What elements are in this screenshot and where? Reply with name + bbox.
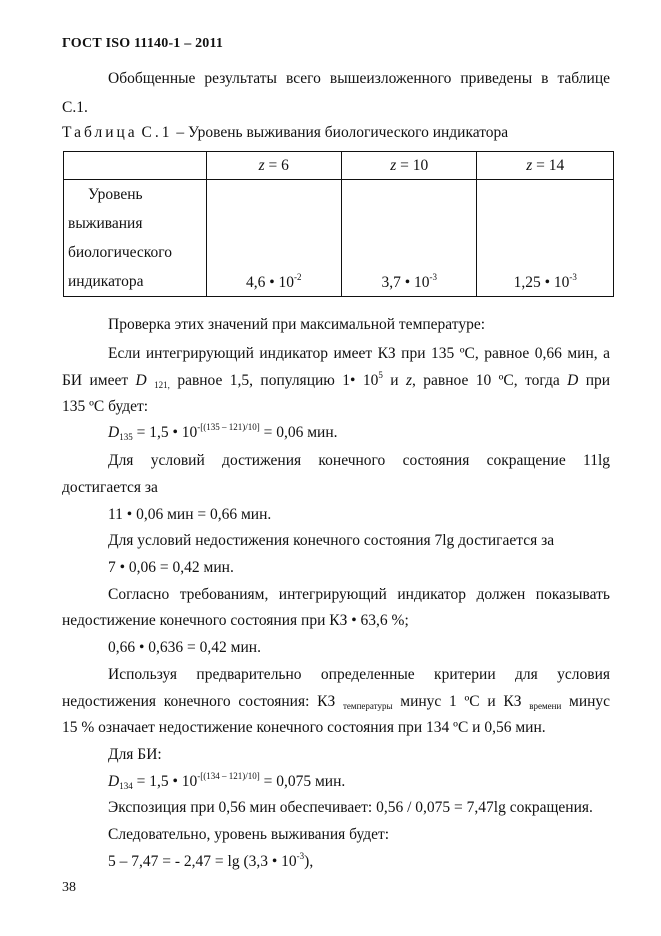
table-caption-title: – Уровень выживания биологического индикатора [176, 124, 509, 141]
table-header-z14: z = 14 [477, 152, 614, 180]
table-row [64, 180, 614, 297]
intro-paragraph-line-1: Обобщенные результаты всего вышеизложенного приведены в таблице [108, 70, 610, 87]
paragraph-criteria-line-1: Используя предварительно определенные критерии для условия [108, 666, 610, 683]
table-caption-label: Таблица [62, 124, 138, 141]
paragraph-endpoint-line-2: достигается за [62, 479, 158, 496]
table-cell-value-z6: 4,6 • $10^{-2}$ [206, 180, 341, 297]
table-cell-value-z10: 3,7 • $10^{-3}$ [342, 180, 477, 297]
table-row-label: Уровень выживания биологического индикатора [64, 180, 207, 297]
paragraph-requirements-line-2: недостижение конечного состояния при КЗ • 63,6 %; [62, 612, 409, 629]
paragraph-verification: Проверка этих значений при максимальной температуре: [108, 316, 486, 333]
document-code-header: ГОСТ ISO 11140-1 – 2011 [62, 36, 224, 51]
paragraph-for-bi: Для БИ: [108, 746, 162, 763]
table-caption [62, 124, 508, 142]
formula-d134: $D_{134} = 1,5$ • $10^{-[(134 - 121)/10]} = 0,075$ мин. [108, 771, 346, 791]
formula-log-result: 5 – 7,47 = - 2,47 = lg (3,3 • $10^{-3}$), [108, 851, 314, 870]
paragraph-integrating-indicator-line-3: 135 ºС будет: [62, 398, 149, 415]
paragraph-requirements-line-1: Согласно требованиям, интегрирующий индикатор должен показывать [108, 586, 610, 603]
paragraph-criteria-line-3: 15 % означает недостижение конечного состояния при 134 ºС и 0,56 мин. [62, 719, 546, 736]
paragraph-integrating-indicator-line-2: БИ имеет D $_{121,}$ равное 1,5, популяцию 1• $10^5$ и z, равное 10 ºС, тогда D при [62, 370, 611, 390]
survival-level-table [63, 151, 614, 297]
formula-d135: $D_{135} = 1,5$ • $10^{-[(135 - 121)/10]} = 0,06$ мин. [108, 422, 338, 442]
table-cell-value-z14: 1,25 • $10^{-3}$ [477, 180, 614, 297]
paragraph-non-endpoint: Для условий недостижения конечного состояния 7lg достигается за [108, 532, 555, 549]
formula-11-times: 11 • 0,06 мин = 0,66 мин. [108, 506, 272, 523]
page-number: 38 [62, 880, 76, 895]
paragraph-endpoint-line-1: Для условий достижения конечного состояния сокращение 11lg [108, 452, 610, 469]
table-header-row [64, 152, 614, 180]
paragraph-criteria-line-2: недостижения конечного состояния: КЗ $_{температуры}$ минус 1 ºС и КЗ $_{времени}$ минус [62, 693, 611, 711]
paragraph-exposure: Экспозиция при 0,56 мин обеспечивает: 0,56 / 0,075 = 7,47lg сокращения. [108, 799, 593, 816]
table-header-empty-cell [64, 152, 207, 180]
table-header-z10: z = 10 [342, 152, 477, 180]
paragraph-integrating-indicator-line-1: Если интегрирующий индикатор имеет КЗ при 135 ºС, равное 0,66 мин, а [108, 345, 610, 362]
intro-paragraph-line-2: С.1. [62, 99, 88, 116]
table-header-z6: z = 6 [206, 152, 341, 180]
paragraph-therefore: Следовательно, уровень выживания будет: [108, 826, 390, 843]
table-caption-number: С.1 [141, 124, 173, 141]
formula-0-66: 0,66 • 0,636 = 0,42 мин. [108, 639, 261, 656]
formula-7-times: 7 • 0,06 = 0,42 мин. [108, 559, 234, 576]
